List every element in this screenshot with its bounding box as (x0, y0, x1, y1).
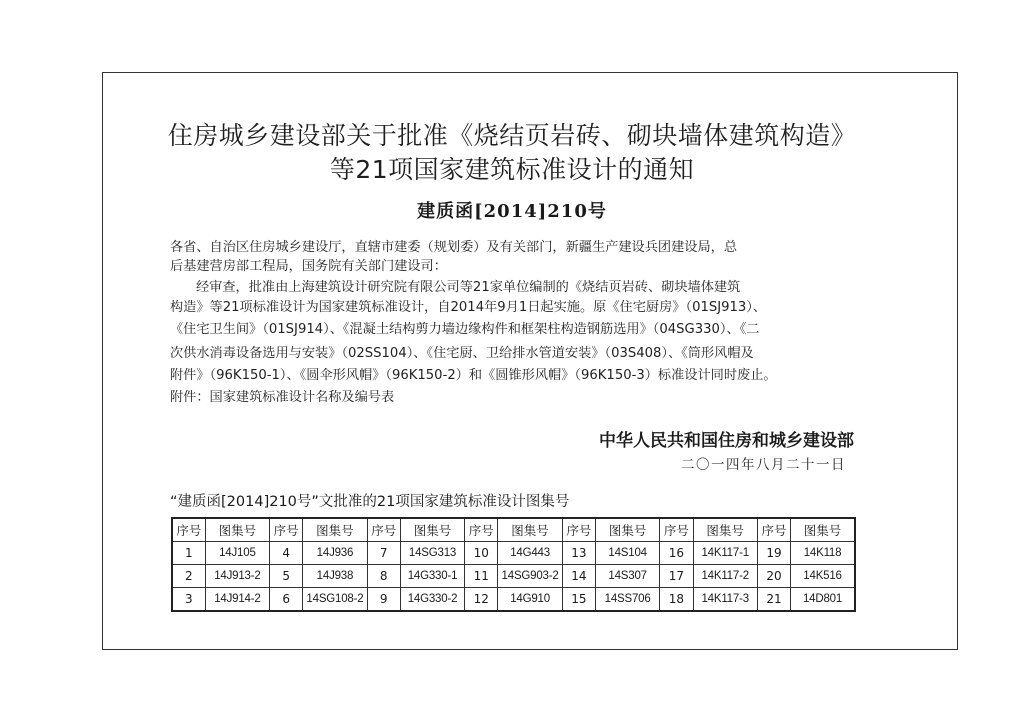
atlas-number-cell: 14G910 (498, 588, 562, 612)
header-atlas-number: 图集号 (303, 518, 367, 542)
issuing-organization: 中华人民共和国住房和城乡建设部 (599, 431, 854, 451)
table-header-row (172, 518, 855, 542)
serial-cell: 18 (660, 588, 693, 612)
attachment-line: 附件：国家建筑标准设计名称及编号表 (170, 390, 395, 405)
atlas-number-cell: 14J936 (303, 542, 367, 565)
serial-cell: 5 (270, 565, 303, 588)
table-row (172, 588, 855, 612)
serial-cell: 9 (367, 588, 400, 612)
atlas-number-cell: 14G330-2 (400, 588, 464, 612)
body-paragraph-line-5: 附件》（96K150-1）、《圆伞形风帽》（96K150-2）和《圆锥形风帽》（96K150-3）标准设计同时废止。 (170, 368, 777, 383)
atlas-number-cell: 14K516 (791, 565, 855, 588)
serial-cell: 6 (270, 588, 303, 612)
atlas-number-cell: 14G330-1 (400, 565, 464, 588)
serial-cell: 12 (465, 588, 498, 612)
header-atlas-number: 图集号 (595, 518, 659, 542)
header-serial: 序号 (660, 518, 693, 542)
issue-date: 二〇一四年八月二十一日 (681, 457, 846, 473)
table-caption: “建质函[2014]210号”文批准的21项国家建筑标准设计图集号 (170, 494, 570, 510)
atlas-number-cell: 14SG903-2 (498, 565, 562, 588)
serial-cell: 16 (660, 542, 693, 565)
atlas-number-cell: 14K117-1 (693, 542, 757, 565)
body-paragraph-line-1: 经审查，批准由上海建筑设计研究院有限公司等21家单位编制的《烧结页岩砖、砌块墙体建筑 (196, 280, 741, 295)
atlas-number-table (171, 517, 856, 612)
header-serial: 序号 (757, 518, 790, 542)
serial-cell: 8 (367, 565, 400, 588)
table-row (172, 565, 855, 588)
body-paragraph-line-4: 次供水消毒设备选用与安装》（02SS104）、《住宅厨、卫给排水管道安装》（03S408）、《筒形风帽及 (170, 346, 754, 361)
header-atlas-number: 图集号 (400, 518, 464, 542)
atlas-number-cell: 14J938 (303, 565, 367, 588)
serial-cell: 7 (367, 542, 400, 565)
header-atlas-number: 图集号 (693, 518, 757, 542)
atlas-number-cell: 14K117-2 (693, 565, 757, 588)
addressee-line-2: 后基建营房部工程局，国务院有关部门建设司： (170, 259, 447, 274)
atlas-number-cell: 14SS706 (595, 588, 659, 612)
atlas-number-cell: 14D801 (791, 588, 855, 612)
serial-cell: 4 (270, 542, 303, 565)
serial-cell: 15 (562, 588, 595, 612)
serial-cell: 1 (172, 542, 205, 565)
document-title-line-1: 住房城乡建设部关于批准《烧结页岩砖、砌块墙体建筑构造》 (167, 121, 857, 150)
table-row (172, 542, 855, 565)
addressee-line-1: 各省、自治区住房城乡建设厅，直辖市建委（规划委）及有关部门，新疆生产建设兵团建设局，总 (170, 240, 738, 255)
header-atlas-number: 图集号 (498, 518, 562, 542)
atlas-number-cell: 14K117-3 (693, 588, 757, 612)
atlas-number-cell: 14S307 (595, 565, 659, 588)
serial-cell: 19 (757, 542, 790, 565)
header-serial: 序号 (562, 518, 595, 542)
serial-cell: 21 (757, 588, 790, 612)
serial-cell: 14 (562, 565, 595, 588)
serial-cell: 2 (172, 565, 205, 588)
atlas-number-cell: 14J914-2 (205, 588, 269, 612)
header-serial: 序号 (172, 518, 205, 542)
header-atlas-number: 图集号 (791, 518, 855, 542)
atlas-number-cell: 14K118 (791, 542, 855, 565)
body-paragraph-line-2: 构造》等21项标准设计为国家建筑标准设计，自2014年9月1日起实施。原《住宅厨房》（01SJ913）、 (170, 300, 767, 315)
atlas-number-cell: 14SG108-2 (303, 588, 367, 612)
atlas-number-cell: 14S104 (595, 542, 659, 565)
atlas-number-cell: 14J913-2 (205, 565, 269, 588)
atlas-number-cell: 14G443 (498, 542, 562, 565)
header-atlas-number: 图集号 (205, 518, 269, 542)
header-serial: 序号 (465, 518, 498, 542)
document-title-line-2: 等21项国家建筑标准设计的通知 (329, 155, 695, 184)
atlas-number-cell: 14SG313 (400, 542, 464, 565)
serial-cell: 11 (465, 565, 498, 588)
serial-cell: 10 (465, 542, 498, 565)
serial-cell: 13 (562, 542, 595, 565)
atlas-number-cell: 14J105 (205, 542, 269, 565)
serial-cell: 3 (172, 588, 205, 612)
header-serial: 序号 (367, 518, 400, 542)
body-paragraph-line-3: 《住宅卫生间》（01SJ914）、《混凝土结构剪力墙边缘构件和框架柱构造钢筋选用》（04SG330）、《二 (170, 322, 760, 337)
header-serial: 序号 (270, 518, 303, 542)
serial-cell: 20 (757, 565, 790, 588)
document-number: 建质函[2014]210号 (417, 201, 607, 222)
serial-cell: 17 (660, 565, 693, 588)
